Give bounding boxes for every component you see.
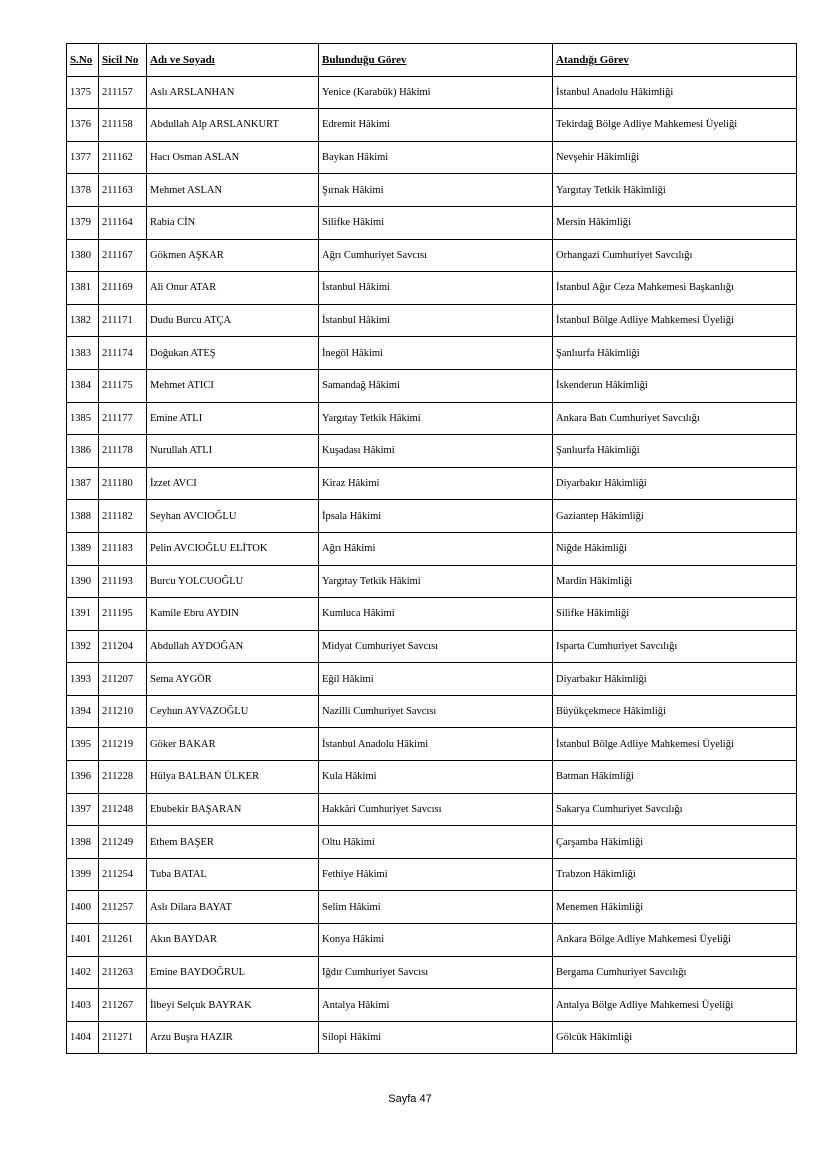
cell-assigned-post: İskenderun Hâkimliği bbox=[553, 369, 797, 402]
cell-sicil-no: 211193 bbox=[99, 565, 147, 598]
table-row bbox=[67, 109, 797, 142]
cell-current-post: Eğil Hâkimi bbox=[319, 663, 553, 696]
table-row bbox=[67, 304, 797, 337]
cell-sicil-no: 211164 bbox=[99, 206, 147, 239]
cell-name: Ethem BAŞER bbox=[147, 826, 319, 859]
table-row bbox=[67, 76, 797, 109]
cell-current-post: Konya Hâkimi bbox=[319, 924, 553, 957]
cell-name: Ceyhun AYVAZOĞLU bbox=[147, 695, 319, 728]
cell-current-post: İpsala Hâkimi bbox=[319, 500, 553, 533]
cell-sno: 1392 bbox=[67, 630, 99, 663]
cell-sicil-no: 211257 bbox=[99, 891, 147, 924]
cell-assigned-post: Mersin Hâkimliği bbox=[553, 206, 797, 239]
cell-assigned-post: Nevşehir Hâkimliği bbox=[553, 141, 797, 174]
table-row bbox=[67, 630, 797, 663]
cell-assigned-post: Bergama Cumhuriyet Savcılığı bbox=[553, 956, 797, 989]
cell-sno: 1402 bbox=[67, 956, 99, 989]
cell-sno: 1377 bbox=[67, 141, 99, 174]
cell-current-post: Fethiye Hâkimi bbox=[319, 858, 553, 891]
table-row bbox=[67, 272, 797, 305]
header-sicil-no: Sicil No bbox=[99, 44, 147, 77]
cell-sno: 1386 bbox=[67, 435, 99, 468]
table-row bbox=[67, 435, 797, 468]
cell-sicil-no: 211157 bbox=[99, 76, 147, 109]
cell-name: Arzu Buşra HAZIR bbox=[147, 1021, 319, 1054]
table-row bbox=[67, 858, 797, 891]
cell-current-post: İnegöl Hâkimi bbox=[319, 337, 553, 370]
cell-name: Hülya BALBAN ÜLKER bbox=[147, 761, 319, 794]
table-body bbox=[67, 76, 797, 1054]
cell-current-post: Antalya Hâkimi bbox=[319, 989, 553, 1022]
cell-assigned-post: Gölcük Hâkimliği bbox=[553, 1021, 797, 1054]
table-row bbox=[67, 728, 797, 761]
cell-sicil-no: 211254 bbox=[99, 858, 147, 891]
cell-sicil-no: 211207 bbox=[99, 663, 147, 696]
cell-assigned-post: Yargıtay Tetkik Hâkimliği bbox=[553, 174, 797, 207]
cell-name: Mehmet ASLAN bbox=[147, 174, 319, 207]
cell-assigned-post: Niğde Hâkimliği bbox=[553, 532, 797, 565]
cell-assigned-post: İstanbul Anadolu Hâkimliği bbox=[553, 76, 797, 109]
cell-sicil-no: 211178 bbox=[99, 435, 147, 468]
cell-current-post: İstanbul Anadolu Hâkimi bbox=[319, 728, 553, 761]
cell-current-post: Hakkâri Cumhuriyet Savcısı bbox=[319, 793, 553, 826]
table-row bbox=[67, 239, 797, 272]
cell-current-post: Iğdır Cumhuriyet Savcısı bbox=[319, 956, 553, 989]
cell-assigned-post: Ankara Bölge Adliye Mahkemesi Üyeliği bbox=[553, 924, 797, 957]
cell-sicil-no: 211249 bbox=[99, 826, 147, 859]
appointments-table bbox=[66, 43, 797, 1054]
cell-sicil-no: 211169 bbox=[99, 272, 147, 305]
cell-sno: 1383 bbox=[67, 337, 99, 370]
cell-sicil-no: 211228 bbox=[99, 761, 147, 794]
cell-sicil-no: 211163 bbox=[99, 174, 147, 207]
cell-sicil-no: 211261 bbox=[99, 924, 147, 957]
cell-name: Göker BAKAR bbox=[147, 728, 319, 761]
cell-current-post: İstanbul Hâkimi bbox=[319, 272, 553, 305]
cell-current-post: İstanbul Hâkimi bbox=[319, 304, 553, 337]
cell-name: Doğukan ATEŞ bbox=[147, 337, 319, 370]
cell-name: Aslı Dilara BAYAT bbox=[147, 891, 319, 924]
table-row bbox=[67, 695, 797, 728]
cell-assigned-post: Trabzon Hâkimliği bbox=[553, 858, 797, 891]
cell-sno: 1387 bbox=[67, 467, 99, 500]
cell-name: Akın BAYDAR bbox=[147, 924, 319, 957]
cell-assigned-post: Şanlıurfa Hâkimliği bbox=[553, 337, 797, 370]
cell-sno: 1382 bbox=[67, 304, 99, 337]
cell-sicil-no: 211167 bbox=[99, 239, 147, 272]
cell-sicil-no: 211158 bbox=[99, 109, 147, 142]
table-row bbox=[67, 663, 797, 696]
cell-sno: 1381 bbox=[67, 272, 99, 305]
cell-current-post: Yenice (Karabük) Hâkimi bbox=[319, 76, 553, 109]
cell-sno: 1394 bbox=[67, 695, 99, 728]
table-row bbox=[67, 1021, 797, 1054]
cell-current-post: Baykan Hâkimi bbox=[319, 141, 553, 174]
cell-sno: 1375 bbox=[67, 76, 99, 109]
cell-name: Pelin AVCIOĞLU ELİTOK bbox=[147, 532, 319, 565]
table-row bbox=[67, 141, 797, 174]
cell-sno: 1389 bbox=[67, 532, 99, 565]
cell-current-post: Samandağ Hâkimi bbox=[319, 369, 553, 402]
table-header-row bbox=[67, 44, 797, 77]
cell-sno: 1399 bbox=[67, 858, 99, 891]
cell-name: Dudu Burcu ATÇA bbox=[147, 304, 319, 337]
cell-name: Hacı Osman ASLAN bbox=[147, 141, 319, 174]
cell-sno: 1401 bbox=[67, 924, 99, 957]
cell-sicil-no: 211210 bbox=[99, 695, 147, 728]
cell-name: Seyhan AVCIOĞLU bbox=[147, 500, 319, 533]
header-current-post: Bulunduğu Görev bbox=[319, 44, 553, 77]
table-row bbox=[67, 891, 797, 924]
cell-current-post: Kuşadası Hâkimi bbox=[319, 435, 553, 468]
table-row bbox=[67, 402, 797, 435]
cell-name: Mehmet ATICI bbox=[147, 369, 319, 402]
cell-name: Aslı ARSLANHAN bbox=[147, 76, 319, 109]
cell-sno: 1378 bbox=[67, 174, 99, 207]
cell-sicil-no: 211171 bbox=[99, 304, 147, 337]
cell-assigned-post: Orhangazi Cumhuriyet Savcılığı bbox=[553, 239, 797, 272]
table-row bbox=[67, 369, 797, 402]
table-row bbox=[67, 174, 797, 207]
cell-assigned-post: İstanbul Bölge Adliye Mahkemesi Üyeliği bbox=[553, 304, 797, 337]
cell-current-post: Yargıtay Tetkik Hâkimi bbox=[319, 565, 553, 598]
cell-assigned-post: Sakarya Cumhuriyet Savcılığı bbox=[553, 793, 797, 826]
cell-sicil-no: 211174 bbox=[99, 337, 147, 370]
table-row bbox=[67, 500, 797, 533]
cell-assigned-post: Gaziantep Hâkimliği bbox=[553, 500, 797, 533]
cell-current-post: Kumluca Hâkimi bbox=[319, 598, 553, 631]
cell-sno: 1384 bbox=[67, 369, 99, 402]
cell-sno: 1391 bbox=[67, 598, 99, 631]
cell-name: Emine BAYDOĞRUL bbox=[147, 956, 319, 989]
cell-sicil-no: 211177 bbox=[99, 402, 147, 435]
cell-current-post: Silifke Hâkimi bbox=[319, 206, 553, 239]
cell-sno: 1388 bbox=[67, 500, 99, 533]
table-row bbox=[67, 989, 797, 1022]
cell-assigned-post: Batman Hâkimliği bbox=[553, 761, 797, 794]
cell-current-post: Kiraz Hâkimi bbox=[319, 467, 553, 500]
cell-name: Rabia CİN bbox=[147, 206, 319, 239]
page-number: Sayfa 47 bbox=[388, 1093, 432, 1105]
cell-current-post: Kula Hâkimi bbox=[319, 761, 553, 794]
cell-assigned-post: Isparta Cumhuriyet Savcılığı bbox=[553, 630, 797, 663]
cell-assigned-post: Tekirdağ Bölge Adliye Mahkemesi Üyeliği bbox=[553, 109, 797, 142]
cell-name: Abdullah Alp ARSLANKURT bbox=[147, 109, 319, 142]
cell-sicil-no: 211263 bbox=[99, 956, 147, 989]
cell-sicil-no: 211162 bbox=[99, 141, 147, 174]
cell-sno: 1400 bbox=[67, 891, 99, 924]
cell-current-post: Şırnak Hâkimi bbox=[319, 174, 553, 207]
cell-sicil-no: 211175 bbox=[99, 369, 147, 402]
cell-sicil-no: 211248 bbox=[99, 793, 147, 826]
header-sno: S.No bbox=[67, 44, 99, 77]
cell-current-post: Midyat Cumhuriyet Savcısı bbox=[319, 630, 553, 663]
cell-current-post: Yargıtay Tetkik Hâkimi bbox=[319, 402, 553, 435]
cell-sno: 1379 bbox=[67, 206, 99, 239]
cell-sno: 1398 bbox=[67, 826, 99, 859]
table-row bbox=[67, 565, 797, 598]
cell-assigned-post: Mardin Hâkimliği bbox=[553, 565, 797, 598]
cell-sno: 1404 bbox=[67, 1021, 99, 1054]
cell-current-post: Selim Hâkimi bbox=[319, 891, 553, 924]
cell-name: Sema AYGÖR bbox=[147, 663, 319, 696]
cell-current-post: Oltu Hâkimi bbox=[319, 826, 553, 859]
cell-assigned-post: İstanbul Ağır Ceza Mahkemesi Başkanlığı bbox=[553, 272, 797, 305]
table-row bbox=[67, 206, 797, 239]
cell-name: Ali Onur ATAR bbox=[147, 272, 319, 305]
table-row bbox=[67, 532, 797, 565]
cell-name: Gökmen AŞKAR bbox=[147, 239, 319, 272]
cell-sicil-no: 211180 bbox=[99, 467, 147, 500]
table-row bbox=[67, 793, 797, 826]
cell-sicil-no: 211183 bbox=[99, 532, 147, 565]
cell-sicil-no: 211267 bbox=[99, 989, 147, 1022]
cell-assigned-post: Ankara Batı Cumhuriyet Savcılığı bbox=[553, 402, 797, 435]
header-name: Adı ve Soyadı bbox=[147, 44, 319, 77]
cell-name: İzzet AVCI bbox=[147, 467, 319, 500]
cell-sno: 1395 bbox=[67, 728, 99, 761]
cell-sicil-no: 211271 bbox=[99, 1021, 147, 1054]
cell-name: Abdullah AYDOĞAN bbox=[147, 630, 319, 663]
cell-assigned-post: Büyükçekmece Hâkimliği bbox=[553, 695, 797, 728]
cell-name: Nurullah ATLI bbox=[147, 435, 319, 468]
cell-sno: 1376 bbox=[67, 109, 99, 142]
cell-name: Burcu YOLCUOĞLU bbox=[147, 565, 319, 598]
table-row bbox=[67, 924, 797, 957]
cell-sicil-no: 211195 bbox=[99, 598, 147, 631]
cell-sicil-no: 211204 bbox=[99, 630, 147, 663]
cell-current-post: Edremit Hâkimi bbox=[319, 109, 553, 142]
table-row bbox=[67, 761, 797, 794]
cell-assigned-post: Antalya Bölge Adliye Mahkemesi Üyeliği bbox=[553, 989, 797, 1022]
cell-current-post: Ağrı Cumhuriyet Savcısı bbox=[319, 239, 553, 272]
cell-sno: 1390 bbox=[67, 565, 99, 598]
cell-name: Kamile Ebru AYDIN bbox=[147, 598, 319, 631]
cell-name: Emine ATLI bbox=[147, 402, 319, 435]
cell-sno: 1393 bbox=[67, 663, 99, 696]
cell-current-post: Nazilli Cumhuriyet Savcısı bbox=[319, 695, 553, 728]
cell-assigned-post: Şanlıurfa Hâkimliği bbox=[553, 435, 797, 468]
cell-name: Tuba BATAL bbox=[147, 858, 319, 891]
cell-sicil-no: 211219 bbox=[99, 728, 147, 761]
table-row bbox=[67, 826, 797, 859]
cell-sno: 1385 bbox=[67, 402, 99, 435]
cell-sno: 1380 bbox=[67, 239, 99, 272]
cell-name: İlbeyi Selçuk BAYRAK bbox=[147, 989, 319, 1022]
cell-assigned-post: Diyarbakır Hâkimliği bbox=[553, 467, 797, 500]
table-row bbox=[67, 598, 797, 631]
cell-sno: 1397 bbox=[67, 793, 99, 826]
cell-assigned-post: Çarşamba Hâkimliği bbox=[553, 826, 797, 859]
header-assigned-post: Atandığı Görev bbox=[553, 44, 797, 77]
cell-name: Ebubekir BAŞARAN bbox=[147, 793, 319, 826]
cell-assigned-post: İstanbul Bölge Adliye Mahkemesi Üyeliği bbox=[553, 728, 797, 761]
cell-assigned-post: Silifke Hâkimliği bbox=[553, 598, 797, 631]
cell-current-post: Silopi Hâkimi bbox=[319, 1021, 553, 1054]
table-row bbox=[67, 467, 797, 500]
cell-sno: 1403 bbox=[67, 989, 99, 1022]
cell-sicil-no: 211182 bbox=[99, 500, 147, 533]
table-row bbox=[67, 337, 797, 370]
cell-assigned-post: Diyarbakır Hâkimliği bbox=[553, 663, 797, 696]
cell-sno: 1396 bbox=[67, 761, 99, 794]
table-row bbox=[67, 956, 797, 989]
cell-assigned-post: Menemen Hâkimliği bbox=[553, 891, 797, 924]
cell-current-post: Ağrı Hâkimi bbox=[319, 532, 553, 565]
